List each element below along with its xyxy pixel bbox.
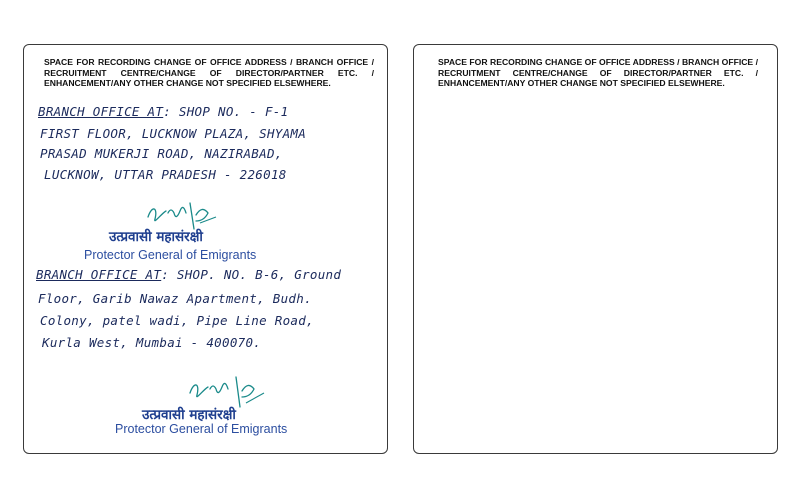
handwritten-line: Colony, patel wadi, Pipe Line Road, — [40, 313, 314, 328]
handwritten-line — [38, 104, 288, 119]
handwritten-line: Floor, Garib Nawaz Apartment, Budh. — [38, 291, 312, 306]
printed-header: SPACE FOR RECORDING CHANGE OF OFFICE ADDRESS / BRANCH OFFICE / RECRUITMENT CENTRE/CHANGE OF DIRECTOR/PARTNER ETC. / ENHANCEMENT/ANY OTHER CHANGE NOT SPECIFIED ELSEWHERE. — [44, 57, 374, 88]
handwritten-text: : SHOP. NO. B-6, Ground — [161, 267, 342, 282]
handwritten-line — [36, 267, 341, 282]
stamp-english-text: Protector General of Emigrants — [115, 422, 288, 436]
stamp-hindi-text: उत्प्रवासी महासंरक्षी — [142, 407, 236, 423]
right-record-page — [413, 44, 778, 454]
left-record-page — [23, 44, 388, 454]
handwritten-label: BRANCH OFFICE AT — [36, 267, 162, 282]
handwritten-text: : SHOP NO. - F-1 — [163, 104, 289, 119]
stamp-english-text: Protector General of Emigrants — [84, 248, 257, 262]
stamp-hindi-text: उत्प्रवासी महासंरक्षी — [109, 229, 203, 245]
handwritten-line: PRASAD MUKERJI ROAD, NAZIRABAD, — [40, 146, 283, 161]
handwritten-line: FIRST FLOOR, LUCKNOW PLAZA, SHYAMA — [40, 126, 307, 141]
handwritten-line: Kurla West, Mumbai - 400070. — [42, 335, 262, 350]
printed-header: SPACE FOR RECORDING CHANGE OF OFFICE ADDRESS / BRANCH OFFICE / RECRUITMENT CENTRE/CHANGE OF DIRECTOR/PARTNER ETC. / ENHANCEMENT/ANY OTHER CHANGE NOT SPECIFIED ELSEWHERE. — [438, 57, 758, 88]
handwritten-line: LUCKNOW, UTTAR PRADESH - 226018 — [44, 167, 287, 182]
handwritten-label: BRANCH OFFICE AT — [38, 104, 164, 119]
